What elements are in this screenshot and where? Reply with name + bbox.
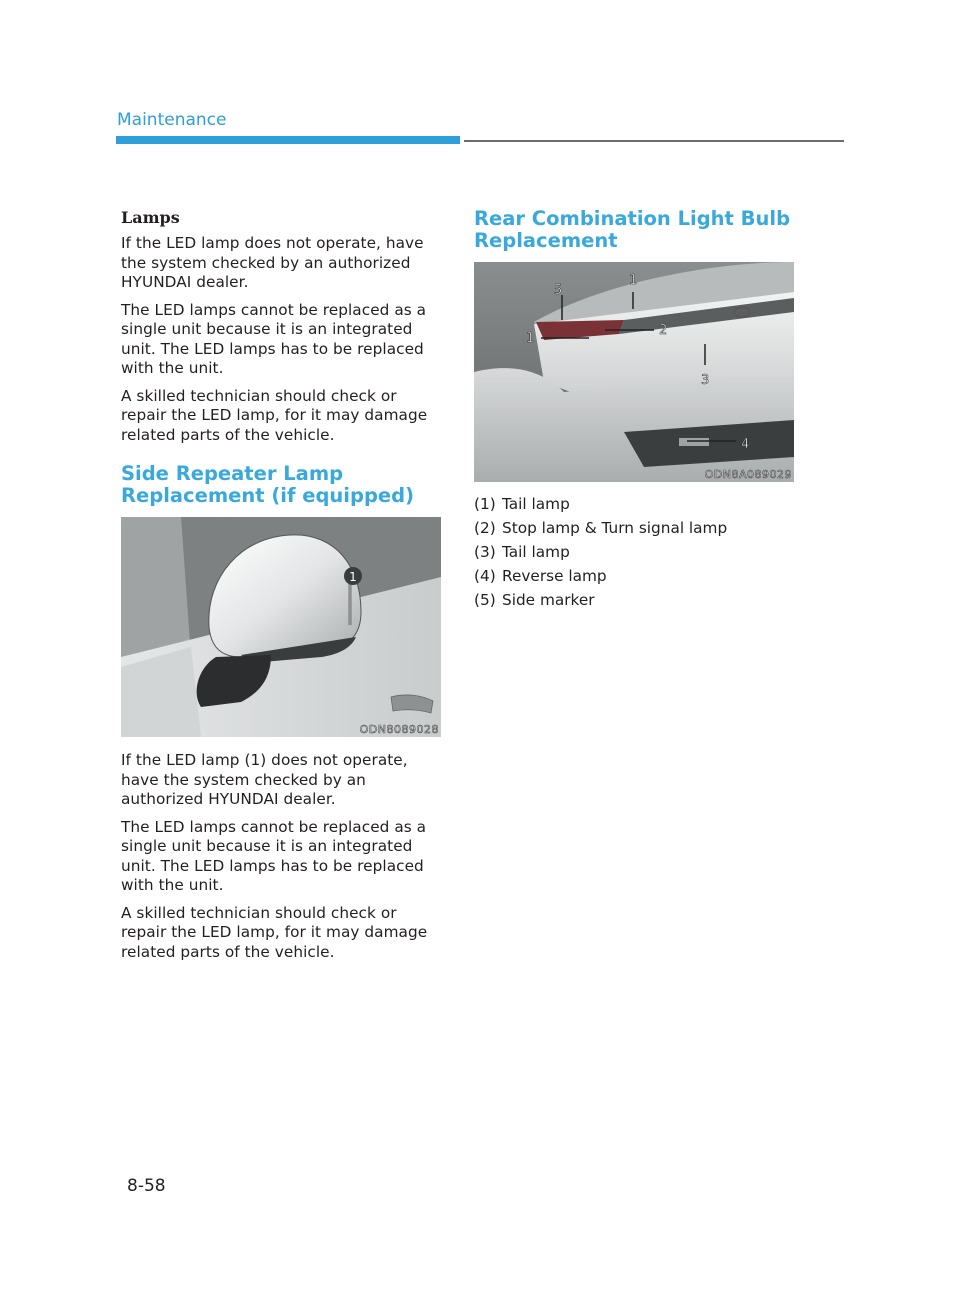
header-rule-accent (116, 136, 460, 144)
rear-combination-heading: Rear Combination Light Bulb Replacement (474, 207, 791, 252)
right-column (474, 208, 796, 612)
section-title: Maintenance (117, 110, 227, 130)
callout-3: 3 (701, 373, 710, 388)
header-rule (464, 140, 844, 142)
callout-2: 2 (659, 323, 668, 338)
rear-lamp-figure (474, 262, 794, 482)
rear-lamp-illustration (474, 262, 794, 482)
figure-code: ODN8089028 (359, 723, 439, 736)
page-number: 8-58 (127, 1176, 166, 1196)
side-repeater-paragraph: The LED lamps cannot be replaced as a single unit because it is an integrated unit. The LED lamps has to be replaced with the unit. (121, 817, 427, 894)
lamps-paragraph: A skilled technician should check or repair the LED lamp, for it may damage related parts of the vehicle. (121, 386, 428, 444)
callout-1-top: 1 (629, 273, 638, 288)
list-item: (2) Stop lamp & Turn signal lamp (474, 519, 728, 537)
side-repeater-paragraph: A skilled technician should check or repair the LED lamp, for it may damage related parts of the vehicle. (121, 903, 428, 961)
list-item: (3) Tail lamp (474, 543, 570, 561)
list-item: (5) Side marker (474, 591, 595, 609)
side-repeater-heading: Side Repeater Lamp Replacement (if equipped) (121, 462, 414, 507)
side-mirror-illustration (121, 517, 441, 737)
side-repeater-paragraph: If the LED lamp (1) does not operate, have the system checked by an authorized HYUNDAI dealer. (121, 751, 408, 808)
callout-4: 4 (741, 437, 750, 452)
lamps-paragraph: The LED lamps cannot be replaced as a single unit because it is an integrated unit. The LED lamps has to be replaced with the unit. (121, 300, 427, 377)
figure-code: ODN8A089029 (704, 468, 792, 481)
lamps-heading: Lamps (121, 208, 180, 227)
parts-list (474, 492, 796, 612)
left-column (121, 208, 443, 970)
side-mirror-figure (121, 517, 441, 737)
callout-1: 1 (349, 570, 357, 584)
callout-1-left: 1 (526, 331, 535, 346)
callout-5: 5 (554, 283, 563, 298)
lamps-paragraph: If the LED lamp does not operate, have the system checked by an authorized HYUNDAI dealer. (121, 234, 424, 291)
list-item: (4) Reverse lamp (474, 567, 607, 585)
list-item: (1) Tail lamp (474, 495, 570, 513)
